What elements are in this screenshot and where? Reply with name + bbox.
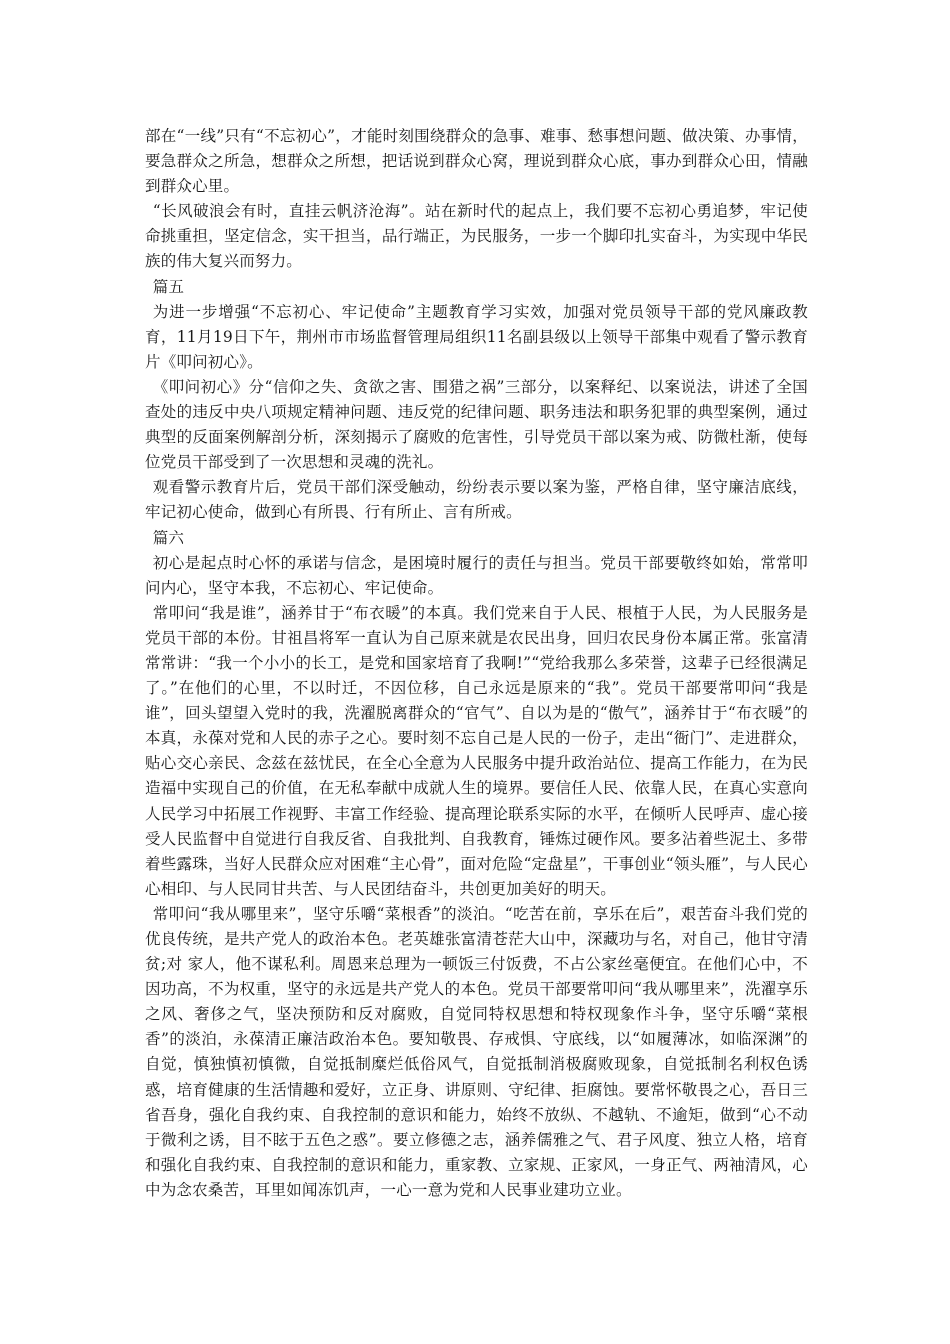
section-heading-6: 篇六 <box>152 528 185 547</box>
section-heading-5: 篇五 <box>152 277 185 296</box>
paragraph-changfeng: “长风破浪会有时，直挂云帆济沧海”。站在新时代的起点上，我们要不忘初心勇追梦，牢记使命挑重担，坚定信念，实干担当，品行端正，为民服务，一步一个脚印扎实奋斗，为实现中华民族的伟大复兴而努力。 <box>145 202 808 271</box>
paragraph-section6-intro: 初心是起点时心怀的承诺与信念，是困境时履行的责任与担当。党员干部要敬终如始，常常叩问内心，坚守本我，不忘初心、牢记使命。 <box>145 553 808 597</box>
paragraph-continued: 部在“一线”只有“不忘初心”，才能时刻围绕群众的急事、难事、愁事想问题、做决策、办事情，要急群众之所急，想群众之所想，把话说到群众心窝，理说到群众心底，事办到群众心田，情融到群众心里。 <box>145 127 808 196</box>
paragraph-section5-film: 《叩问初心》分“信仰之失、贪欲之害、围猎之祸”三部分，以案释纪、以案说法，讲述了全国查处的违反中央八项规定精神问题、违反党的纪律问题、职务违法和职务犯罪的典型案例，通过典型的反面案例解剖分析，深刻揭示了腐败的危害性，引导党员干部以案为戒、防微杜渐，使每位党员干部受到了一次思想和灵魂的洗礼。 <box>145 377 808 472</box>
paragraph-section5-reflection: 观看警示教育片后，党员干部们深受触动，纷纷表示要以案为鉴，严格自律，坚守廉洁底线，牢记初心使命，做到心有所畏、行有所止、言有所戒。 <box>145 478 808 522</box>
paragraph-where-from: 常叩问“我从哪里来”，坚守乐嚼“菜根香”的淡泊。“吃苦在前，享乐在后”，艰苦奋斗我们党的优良传统，是共产党人的政治本色。老英雄张富清苍茫大山中，深藏功与名，对自己，他甘守清贫;对 家人，他不谋私利。周恩来总理为一顿饭三付饭费，不占公家丝毫便宜。在他们心中，不因功高，不为权重，坚守的永远是共产党人的本色。党员干部要常叩问“我从哪里来”，洗濯享乐之风、奢侈之气，坚决预防和反对腐败，自觉同特权思想和特权现象作斗争，坚守乐嚼“菜根香”的淡泊，永葆清正廉洁政治本色。要知敬畏、存戒惧、守底线，以“如履薄冰，如临深渊”的自觉，慎独慎初慎微，自觉抵制糜烂低俗风气，自觉抵制消极腐败现象，自觉抵制名利权色诱惑，培育健康的生活情趣和爱好，立正身、讲原则、守纪律、拒腐蚀。要常怀敬畏之心，吾日三省吾身，强化自我约束、自我控制的意识和能力，始终不放纵、不越轨、不逾矩，做到“心不动于微利之诱，目不眩于五色之惑”。要立修德之志，涵养儒雅之气、君子风度、独立人格，培育和强化自我约束、自我控制的意识和能力，重家教、立家规、正家风，一身正气、两袖清风，心中为念农桑苦，耳里如闻冻饥声，一心一意为党和人民事业建功立业。 <box>145 904 808 1199</box>
paragraph-who-am-i: 常叩问“我是谁”，涵养甘于“布衣暖”的本真。我们党来自于人民、根植于人民，为人民服务是党员干部的本份。甘祖昌将军一直认为自己原来就是农民出身，回归农民身份本属正常。张富清常常讲：“我一个小小的长工，是党和国家培育了我啊!”“党给我那么多荣誉，这辈子已经很满足了。”在他们的心里，不以时迁，不因位移，自己永远是原来的“我”。党员干部要常叩问“我是谁”，回头望望入党时的我，洗濯脱离群众的“官气”、自以为是的“傲气”，涵养甘于“布衣暖”的本真，永葆对党和人民的赤子之心。要时刻不忘自己是人民的一份子，走出“衙门”、走进群众，贴心交心亲民、念兹在兹忧民，在全心全意为人民服务中提升政治站位、提高工作能力，在为民造福中实现自己的价值，在无私奉献中成就人生的境界。要信任人民、依靠人民，在真心实意向人民学习中拓展工作视野、丰富工作经验、提高理论联系实际的水平，在倾听人民呼声、虚心接受人民监督中自觉进行自我反省、自我批判、自我教育，锤炼过硬作风。要多沾着些泥土、多带着些露珠，当好人民群众应对困难“主心骨”，面对危险“定盘星”，干事创业“领头雁”，与人民心心相印、与人民同甘共苦、与人民团结奋斗，共创更加美好的明天。 <box>145 603 808 898</box>
document-body <box>145 124 808 1203</box>
paragraph-section5-intro: 为进一步增强“不忘初心、牢记使命”主题教育学习实效，加强对党员领导干部的党风廉政教育，11月19日下午，荆州市市场监督管理局组织11名副县级以上领导干部集中观看了警示教育片《叩问初心》。 <box>145 302 808 371</box>
